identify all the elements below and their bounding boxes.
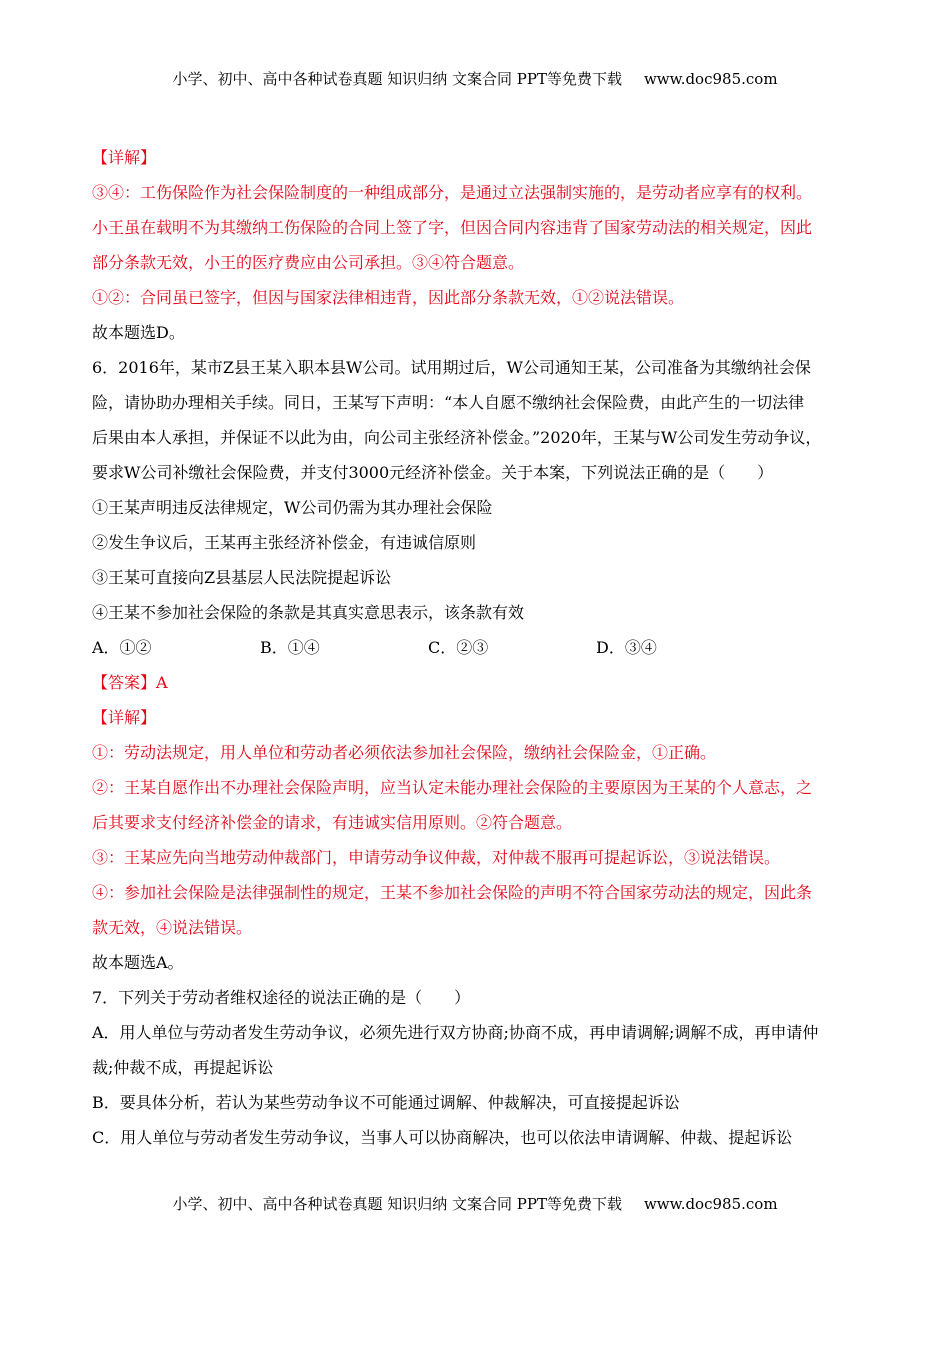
q6-detail-line: 后其要求支付经济补偿金的请求，有违诚实信用原则。②符合题意。 — [92, 813, 573, 832]
q6-conclusion: 故本题选A。 — [92, 953, 184, 972]
q5-detail-line: ①②：合同虽已签字，但因与国家法律相违背，因此部分条款无效，①②说法错误。 — [92, 288, 685, 307]
q6-detail-line: ③：王某应先向当地劳动仲裁部门，申请劳动争议仲裁，对仲裁不服再可提起诉讼，③说法错误。 — [92, 848, 781, 867]
q7-option-a: A．用人单位与劳动者发生劳动争议，必须先进行双方协商;协商不成，再申请调解;调解不成，再申请仲 — [92, 1023, 819, 1042]
q6-stem-line: 险，请协助办理相关手续。同日，王某写下声明：“本人自愿不缴纳社会保险费，由此产生的一切法律 — [92, 393, 805, 412]
q7-stem: 7．下列关于劳动者维权途径的说法正确的是（ ） — [92, 988, 471, 1007]
document-content — [92, 140, 860, 1155]
q5-detail-line: 小王虽在载明不为其缴纳工伤保险的合同上签了字，但因合同内容违背了国家劳动法的相关规定，因此 — [92, 218, 813, 237]
q6-stem-line: 后果由本人承担，并保证不以此为由，向公司主张经济补偿金。”2020年，王某与W公司发生劳动争议， — [92, 428, 822, 447]
q6-detail-line: 款无效，④说法错误。 — [92, 918, 253, 937]
header-text: 小学、初中、高中各种试卷真题 知识归纳 文案合同 PPT等免费下载 — [172, 70, 622, 88]
header-url[interactable]: www.doc985.com — [643, 70, 778, 88]
q6-stem-line: 要求W公司补缴社会保险费，并支付3000元经济补偿金。关于本案，下列说法正确的是（ ） — [92, 463, 774, 482]
q5-conclusion: 故本题选D。 — [92, 323, 185, 342]
q6-option-c: C．②③ — [428, 638, 489, 657]
q6-option-d: D．③④ — [596, 638, 657, 657]
q6-detail-label: 【详解】 — [92, 708, 157, 727]
q6-answer: 【答案】A — [92, 673, 168, 692]
q7-option-a-cont: 裁;仲裁不成，再提起诉讼 — [92, 1058, 274, 1077]
q6-statement: ③王某可直接向Z县基层人民法院提起诉讼 — [92, 568, 392, 587]
q6-detail-line: ②：王某自愿作出不办理社会保险声明，应当认定未能办理社会保险的主要原因为王某的个人意志，之 — [92, 778, 813, 797]
q6-detail-line: ①：劳动法规定，用人单位和劳动者必须依法参加社会保险，缴纳社会保险金，①正确。 — [92, 743, 717, 762]
q6-detail-line: ④：参加社会保险是法律强制性的规定，王某不参加社会保险的声明不符合国家劳动法的规定，因此条 — [92, 883, 813, 902]
q5-detail-line: ③④：工伤保险作为社会保险制度的一种组成部分，是通过立法强制实施的，是劳动者应享有的权利。 — [92, 183, 813, 202]
q6-options — [92, 630, 860, 665]
q5-detail-line: 部分条款无效，小王的医疗费应由公司承担。③④符合题意。 — [92, 253, 525, 272]
q6-option-b: B．①④ — [260, 638, 320, 657]
q6-option-a: A．①② — [92, 638, 152, 657]
q6-statement: ④王某不参加社会保险的条款是其真实意思表示，该条款有效 — [92, 603, 525, 622]
q6-stem-line: 6．2016年，某市Z县王某入职本县W公司。试用期过后，W公司通知王某，公司准备为其缴纳社会保 — [92, 358, 811, 377]
q6-statement: ①王某声明违反法律规定，W公司仍需为其办理社会保险 — [92, 498, 493, 517]
q5-detail-label: 【详解】 — [92, 148, 157, 167]
q7-option-b: B．要具体分析，若认为某些劳动争议不可能通过调解、仲裁解决，可直接提起诉讼 — [92, 1093, 680, 1112]
q7-option-c: C．用人单位与劳动者发生劳动争议，当事人可以协商解决，也可以依法申请调解、仲裁、提起诉讼 — [92, 1128, 793, 1147]
page-header — [0, 68, 950, 89]
page-footer — [0, 1193, 950, 1214]
q6-statement: ②发生争议后，王某再主张经济补偿金，有违诚信原则 — [92, 533, 477, 552]
footer-text: 小学、初中、高中各种试卷真题 知识归纳 文案合同 PPT等免费下载 — [172, 1195, 622, 1213]
footer-url[interactable]: www.doc985.com — [643, 1195, 778, 1213]
